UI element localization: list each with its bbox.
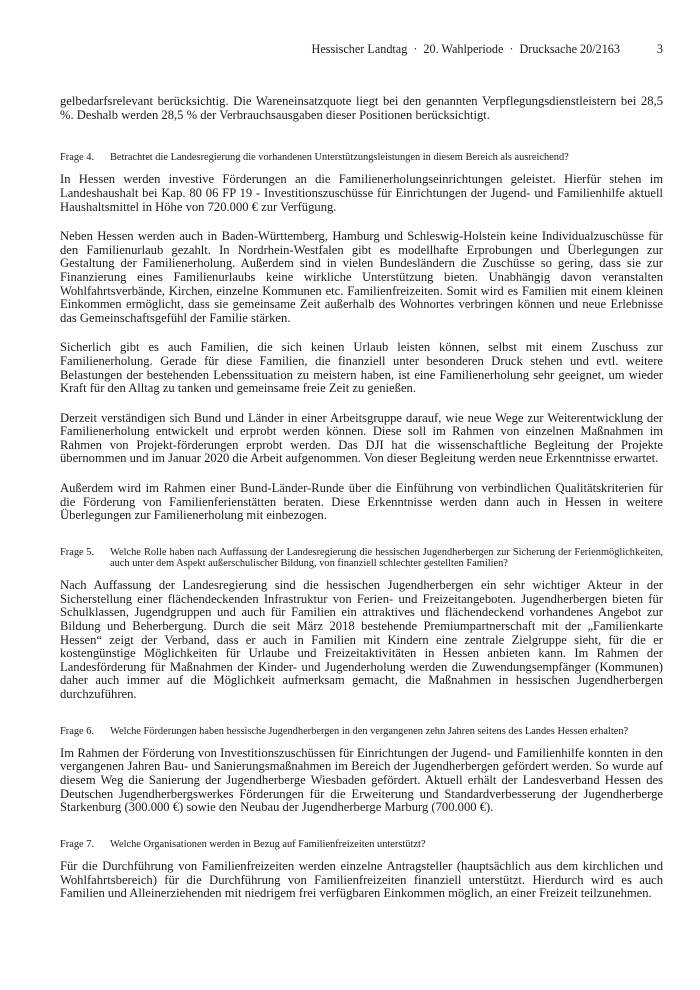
header-meta <box>312 42 620 57</box>
question-label: Frage 4. <box>60 152 95 164</box>
answer-paragraph: Nach Auffassung der Landesregierung sind die hessischen Jugendherbergen ein sehr wichtiger Akteur in der Sicherstellung einer flächendeckenden Infrastruktur von Ferien- und Freizeitangeboten. Jugendherbergen bieten für Schulklassen, Jugendgruppen und auch für Familien ein attraktives und flächendeckend vorhandenes Angebot zur Bildung und Beherbergung. Durch die seit März 2018 bestehende Premiumpartnerschaft mit der „Familienkarte Hessen“ zeigt der Verband, dass er auch in Familien mit Kindern eine zentrale Zielgruppe sieht, für die er kostengünstige Möglichkeiten für Urlaube und Freizeitaktivitäten in Hessen anbieten kann. Im Rahmen der Landesförderung für Maßnahmen der Kinder- und Jugenderholung werden die Zuwendungsempfänger (Kommunen) daher auch immer auf die Möglichkeit aufmerksam gemacht, die Maßnahmen in hessischen Jugendherbergen durchzuführen. <box>60 578 663 702</box>
answer-paragraph: Im Rahmen der Förderung von Investitionszuschüssen für Einrichtungen der Jugend- und Familienhilfe konnten in den vergangenen Jahren Bau- und Sanierungsmaßnahmen im Bereich der Jugendherbergen gefördert werden. So wurde auf diesem Weg die Sanierung der Jugendherberge Wiesbaden gefördert. Aktuell erhält der Landesverband Hessen des Deutschen Jugendherbergswerkes Förderungen für die Erweiterung und Standardverbesserung der Jugendherberge Starkenburg (300.000 €) sowie den Neubau der Jugendherberge Marburg (700.000 €). <box>60 745 663 815</box>
answer-paragraph: In Hessen werden investive Förderungen an die Familienerholungseinrichtungen geleistet. Hierfür stehen im Landeshaushalt bei Kap. 80 06 FP 19 - Investitionszuschüsse für Einrichtungen der Jugend- und Familienhilfe aktuell Haushaltsmittel in Höhe von 720.000 € zur Verfügung. <box>60 172 663 214</box>
question-label: Frage 7. <box>60 838 95 850</box>
question-text: Betrachtet die Landesregierung die vorhandenen Unterstützungsleistungen in diesem Bereich als ausreichend? <box>110 152 569 164</box>
document-body <box>60 95 663 917</box>
header-wahlperiode: 20. Wahlperiode <box>423 42 504 56</box>
header-landtag: Hessischer Landtag <box>311 42 408 56</box>
question-text: Welche Förderungen haben hessische Jugendherbergen in den vergangenen zehn Jahren seitens des Landes Hessen erhalten? <box>110 725 629 737</box>
question-label: Frage 5. <box>60 546 95 558</box>
question-5 <box>60 547 663 569</box>
answer-paragraph: Derzeit verständigen sich Bund und Länder in einer Arbeitsgruppe darauf, wie neue Wege zur Weiterentwicklung der Familienerholung entwickelt und erprobt werden können. Diese soll im Rahmen von einzelnen Maßnahmen im Rahmen von Projekt-förderungen erprobt werden. Das DJI hat die wissenschaftliche Begleitung der Projekte übernommen und im Januar 2020 die Arbeit aufgenommen. Von dieser Begleitung werden neue Erkenntnisse erwartet. <box>60 410 663 466</box>
header-separator: · <box>413 42 418 56</box>
header-separator: · <box>509 42 514 56</box>
question-label: Frage 6. <box>60 725 95 737</box>
question-4 <box>60 152 663 163</box>
question-7 <box>60 839 663 850</box>
intro-paragraph: gelbedarfsrelevant berücksichtig. Die Wareneinsatzquote liegt bei den genannten Verpflegungsdienstleistern bei 28,5 %. Deshalb werden 28,5 % der Verbrauchsausgaben dieser Positionen berücksichtigt. <box>60 94 663 122</box>
question-6 <box>60 726 663 737</box>
page-number: 3 <box>656 42 663 56</box>
answer-paragraph: Neben Hessen werden auch in Baden-Württemberg, Hamburg und Schleswig-Holstein keine Individualzuschüsse für den Familienurlaub gezahlt. In Nordrhein-Westfalen gibt es modellhafte Erprobungen und Überlegungen zur Gestaltung der Familienerholung. Außerdem sind in vielen Bundesländern die Zuschüsse so gering, dass sie zur Finanzierung eines Familienurlaubs keine wirkliche Unterstützung bieten. Unabhängig davon veranstalten Wohlfahrtsverbände, Kirchen, einzelne Kommunen etc. Familienfreizeiten. Somit wird es Familien mit einem kleinen Einkommen ermöglicht, dass sie gemeinsame Zeit außerhalb des Wohnortes verbringen können und neue Erlebnisse das Gemeinschaftsgefühl der Familie stärken. <box>60 229 663 325</box>
question-text: Welche Organisationen werden in Bezug auf Familienfreizeiten unterstützt? <box>110 838 426 850</box>
question-text: Welche Rolle haben nach Auffassung der Landesregierung die hessischen Jugendherbergen zur Sicherung der Ferienmöglichkeiten, auch unter dem Aspekt außerschulischer Bildung, von finanziell schlechter gestellten Familien? <box>110 546 663 570</box>
header-drucksache: Drucksache 20/2163 <box>519 42 620 56</box>
answer-paragraph: Außerdem wird im Rahmen einer Bund-Länder-Runde über die Einführung von verbindlichen Qualitätskriterien für die Förderung von Familienferienstätten beraten. Diese Erkenntnisse werden dann auch in Hessen in weitere Überlegungen zur Familienerholung mit einbezogen. <box>60 481 663 523</box>
answer-paragraph: Für die Durchführung von Familienfreizeiten werden einzelne Antragsteller (hauptsächlich aus dem kirchlichen und Wohlfahrtsbereich) für die Durchführung von Familienfreizeiten finanziell unterstützt. Hierdurch wird es auch Familien und Alleinerziehenden mit niedrigem frei verfügbaren Einkommen möglich, an einer Freizeit teilzunehmen. <box>60 858 663 901</box>
answer-paragraph: Sicherlich gibt es auch Familien, die sich keinen Urlaub leisten können, selbst mit einem Zuschuss zur Familienerholung. Gerade für diese Familien, die finanziell unter besonderen Druck stehen und evtl. weitere Belastungen der bestehenden Lebenssituation zu meistern haben, ist eine Familienerholung sehr geeignet, um wieder Kraft für den Alltag zu tanken und gemeinsame freie Zeit zu genießen. <box>60 340 663 396</box>
